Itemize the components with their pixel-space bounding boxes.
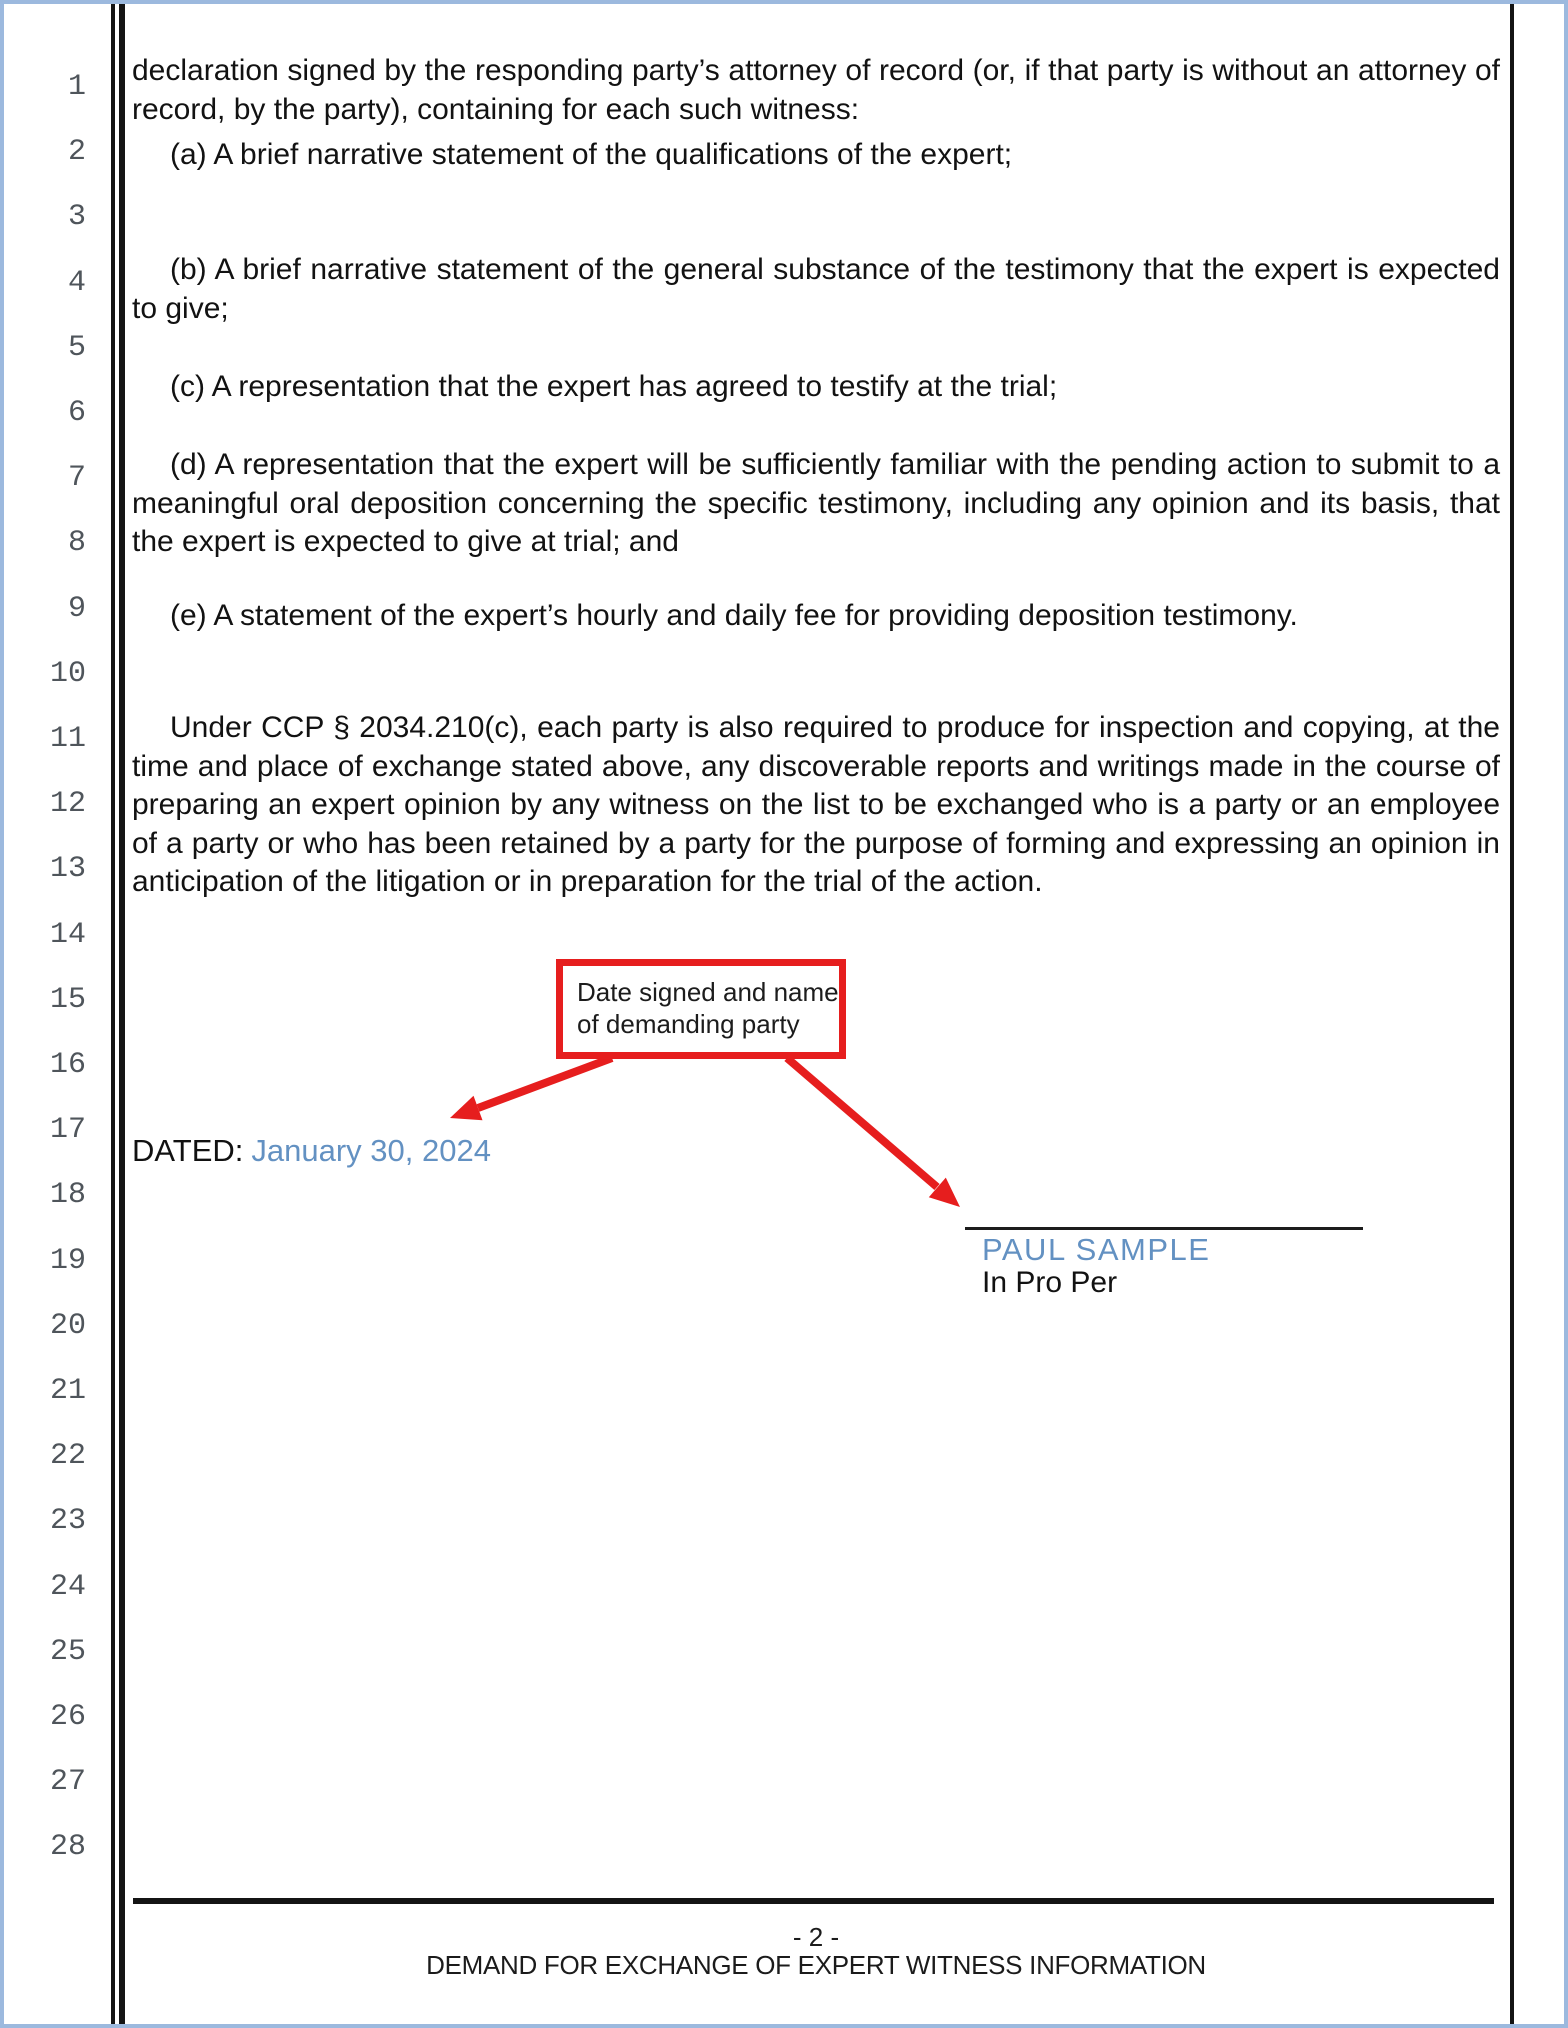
- footer-document-title: DEMAND FOR EXCHANGE OF EXPERT WITNESS INFORMATION: [426, 1950, 1206, 1980]
- annotation-callout-box: Date signed and name of demanding party: [556, 959, 846, 1059]
- paragraph-item-b: (b) A brief narrative statement of the general substance of the testimony that the expert is expected to give;: [132, 253, 1500, 325]
- paragraph-intro: declaration signed by the responding party’s attorney of record (or, if that party is without an attorney of record, by the party), containing for each such witness:: [132, 54, 1500, 126]
- date-signed-value: January 30, 2024: [251, 1133, 491, 1168]
- line-number: 8: [67, 526, 86, 561]
- footer-page-number: - 2 -: [792, 1922, 840, 1952]
- line-number: 22: [49, 1439, 86, 1474]
- line-number: 7: [67, 461, 86, 496]
- line-number: 27: [49, 1765, 86, 1800]
- callout-arrow-to-date: [450, 1058, 612, 1120]
- paragraph-item-c: (c) A representation that the expert has agreed to testify at the trial;: [170, 370, 1058, 403]
- paragraph-under-ccp: Under CCP § 2034.210(c), each party is also required to produce for inspection and copying, at the time and place of exchange stated above, any discoverable reports and writings made in the course of preparing an expert opinion by any witness on the list to be exchanged who is a party or an employee of a party or who has been retained by a party for the purpose of forming and expressing an opinion in anticipation of the litigation or in preparation for the trial of the action.: [132, 711, 1500, 898]
- line-number: 2: [67, 135, 86, 170]
- line-number: 25: [49, 1634, 86, 1669]
- line-number: 18: [49, 1178, 86, 1213]
- line-number: 16: [49, 1048, 86, 1082]
- line-number: 17: [49, 1113, 86, 1148]
- line-number: 15: [49, 982, 86, 1017]
- callout-arrow-to-signature: [787, 1058, 960, 1207]
- line-number: 21: [49, 1374, 86, 1408]
- line-number: 24: [49, 1569, 86, 1604]
- line-number: 6: [67, 396, 86, 430]
- line-number: 1: [67, 70, 86, 104]
- line-number: 19: [49, 1243, 86, 1278]
- paragraph-item-d: (d) A representation that the expert will be sufficiently familiar with the pending action to submit to a meaningful oral deposition concerning the specific testimony, including any opinion and its basis, that the expert is expected to give at trial; and: [132, 448, 1500, 558]
- line-number: 23: [49, 1504, 86, 1539]
- paragraph-item-e: (e) A statement of the expert’s hourly and daily fee for providing deposition testimony.: [170, 599, 1298, 632]
- line-number: 4: [67, 265, 86, 300]
- signature-capacity: In Pro Per: [982, 1266, 1118, 1299]
- line-number: 5: [67, 330, 86, 365]
- paragraph-item-a: (a) A brief narrative statement of the qualifications of the expert;: [170, 138, 1013, 171]
- line-number: 11: [49, 722, 86, 756]
- line-number: 9: [67, 591, 86, 626]
- line-number: 14: [49, 917, 86, 952]
- line-number: 20: [49, 1308, 86, 1343]
- line-number: 26: [49, 1700, 86, 1734]
- line-number: 3: [67, 200, 86, 235]
- line-number: 10: [49, 656, 86, 691]
- signature-name: PAUL SAMPLE: [982, 1232, 1211, 1267]
- dated-label: DATED:: [132, 1133, 244, 1168]
- line-number: 13: [49, 852, 86, 887]
- line-number: 12: [49, 787, 86, 822]
- line-number: 28: [49, 1830, 86, 1865]
